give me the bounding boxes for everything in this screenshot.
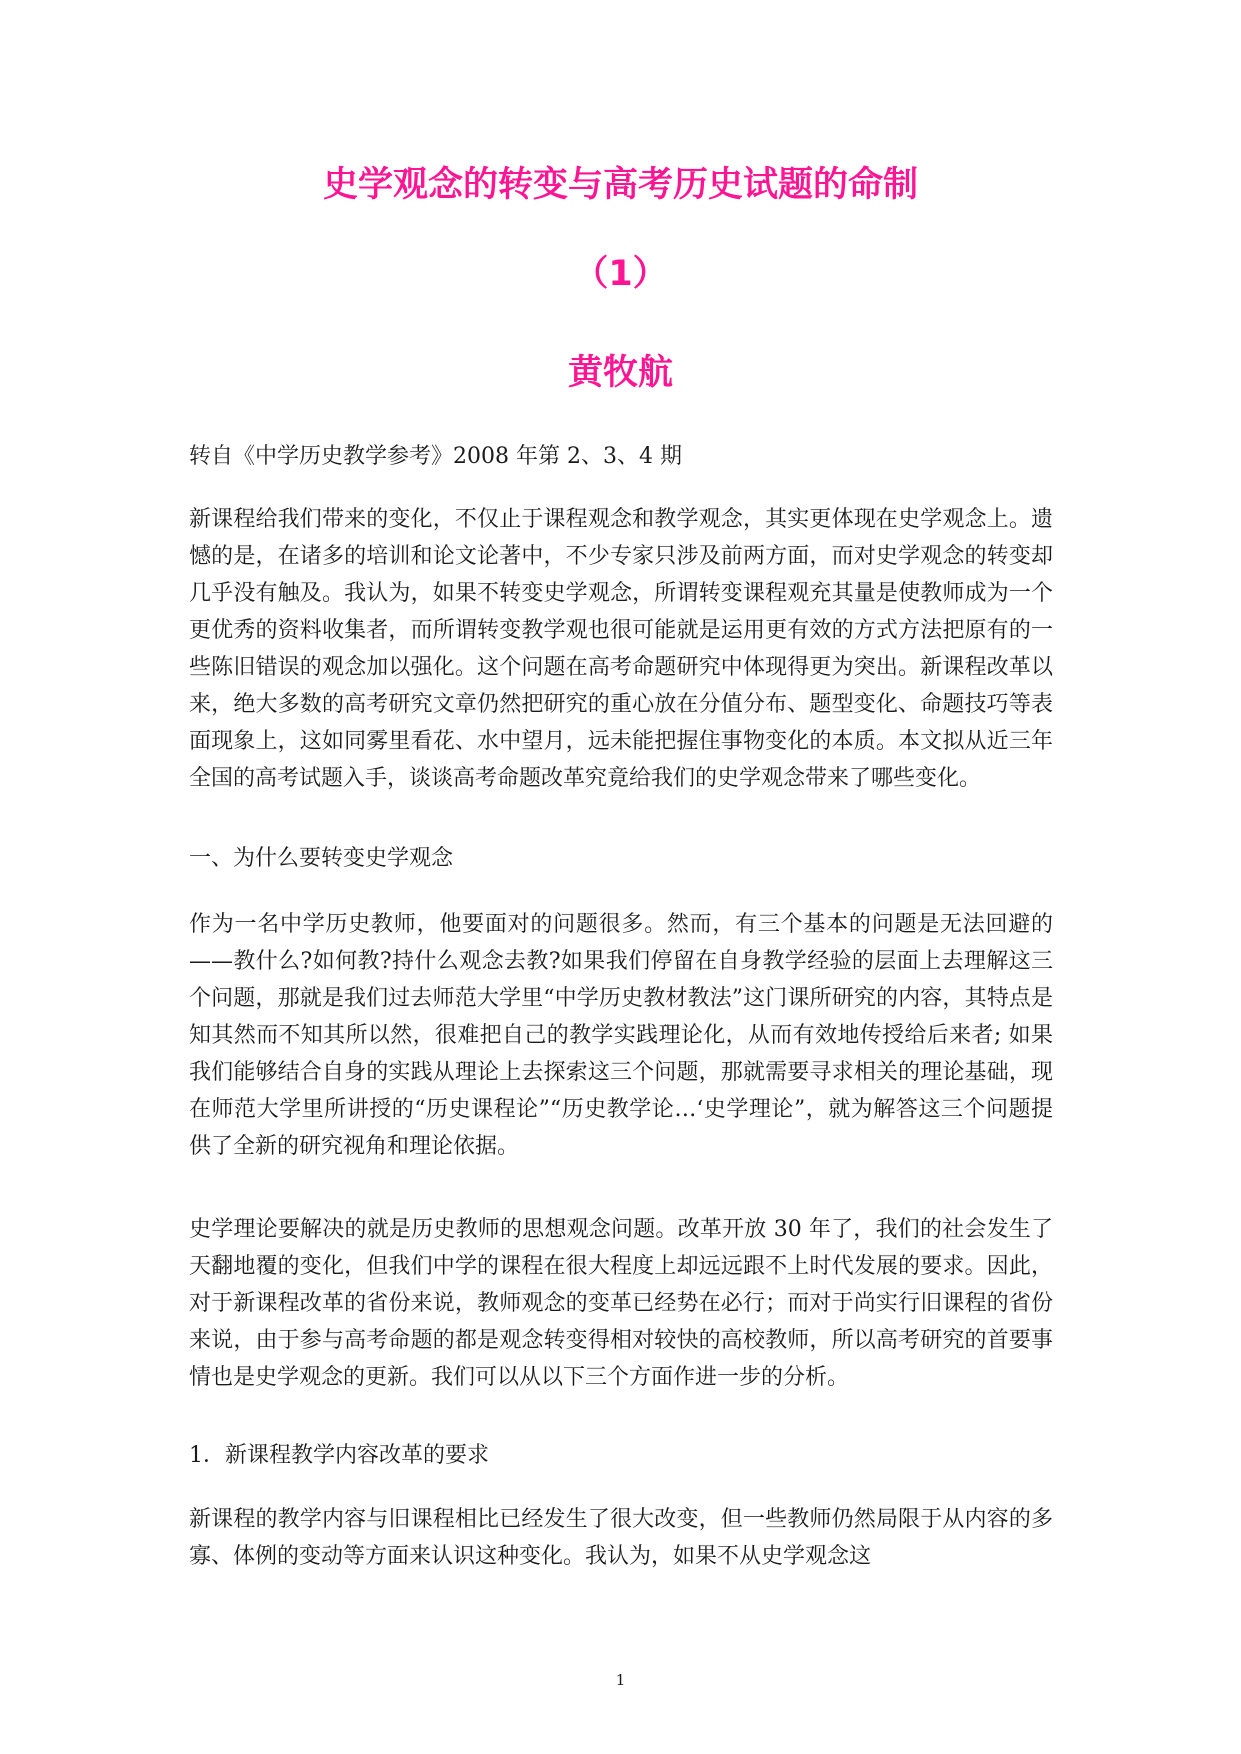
document-author: 黄牧航	[567, 353, 673, 393]
source-note: 转自《中学历史教学参考》2008 年第 2、3、4 期	[189, 444, 682, 469]
body-paragraph: 新课程的教学内容与旧课程相比已经发生了很大改变，但一些教师仍然局限于从内容的多寡、体例的变动等方面来认识这种变化。我认为，如果不从史学观念这	[189, 1507, 1053, 1569]
page-number: 1	[615, 1671, 626, 1689]
document-part-label: （1）	[573, 254, 668, 294]
section-heading: 一、为什么要转变史学观念	[189, 846, 454, 871]
document-title: 史学观念的转变与高考历史试题的命制	[322, 165, 918, 205]
subsection-heading: 1．新课程教学内容改革的要求	[189, 1443, 489, 1468]
body-paragraph: 史学理论要解决的就是历史教师的思想观念问题。改革开放 30 年了，我们的社会发生了天翻地覆的变化，但我们中学的课程在很大程度上却远远跟不上时代发展的要求。因此，对于新课程改革的省份来说，教师观念的变革已经势在必行；而对于尚实行旧课程的省份来说，由于参与高考命题的都是观念转变得相对较快的高校教师，所以高考研究的首要事情也是史学观念的更新。我们可以从以下三个方面作进一步的分析。	[189, 1217, 1053, 1390]
intro-paragraph: 新课程给我们带来的变化，不仅止于课程观念和教学观念，其实更体现在史学观念上。遗憾的是，在诸多的培训和论文论著中，不少专家只涉及前两方面，而对史学观念的转变却几乎没有触及。我认为，如果不转变史学观念，所谓转变课程观充其量是使教师成为一个更优秀的资料收集者，而所谓转变教学观也很可能就是运用更有效的方式方法把原有的一些陈旧错误的观念加以强化。这个问题在高考命题研究中体现得更为突出。新课程改革以来，绝大多数的高考研究文章仍然把研究的重心放在分值分布、题型变化、命题技巧等表面现象上，这如同雾里看花、水中望月，远未能把握住事物变化的本质。本文拟从近三年全国的高考试题入手，谈谈高考命题改革究竟给我们的史学观念带来了哪些变化。	[189, 507, 1053, 791]
body-paragraph: 作为一名中学历史教师，他要面对的问题很多。然而，有三个基本的问题是无法回避的——教什么?如何教?持什么观念去教?如果我们停留在自身教学经验的层面上去理解这三个问题，那就是我们过去师范大学里“中学历史教材教法”这门课所研究的内容，其特点是知其然而不知其所以然，很难把自己的教学实践理论化，从而有效地传授给后来者; 如果我们能够结合自身的实践从理论上去探索这三个问题，那就需要寻求相关的理论基础，现在师范大学里所讲授的“历史课程论”“历史教学论…‘史学理论”，就为解答这三个问题提供了全新的研究视角和理论依据。	[189, 912, 1053, 1159]
